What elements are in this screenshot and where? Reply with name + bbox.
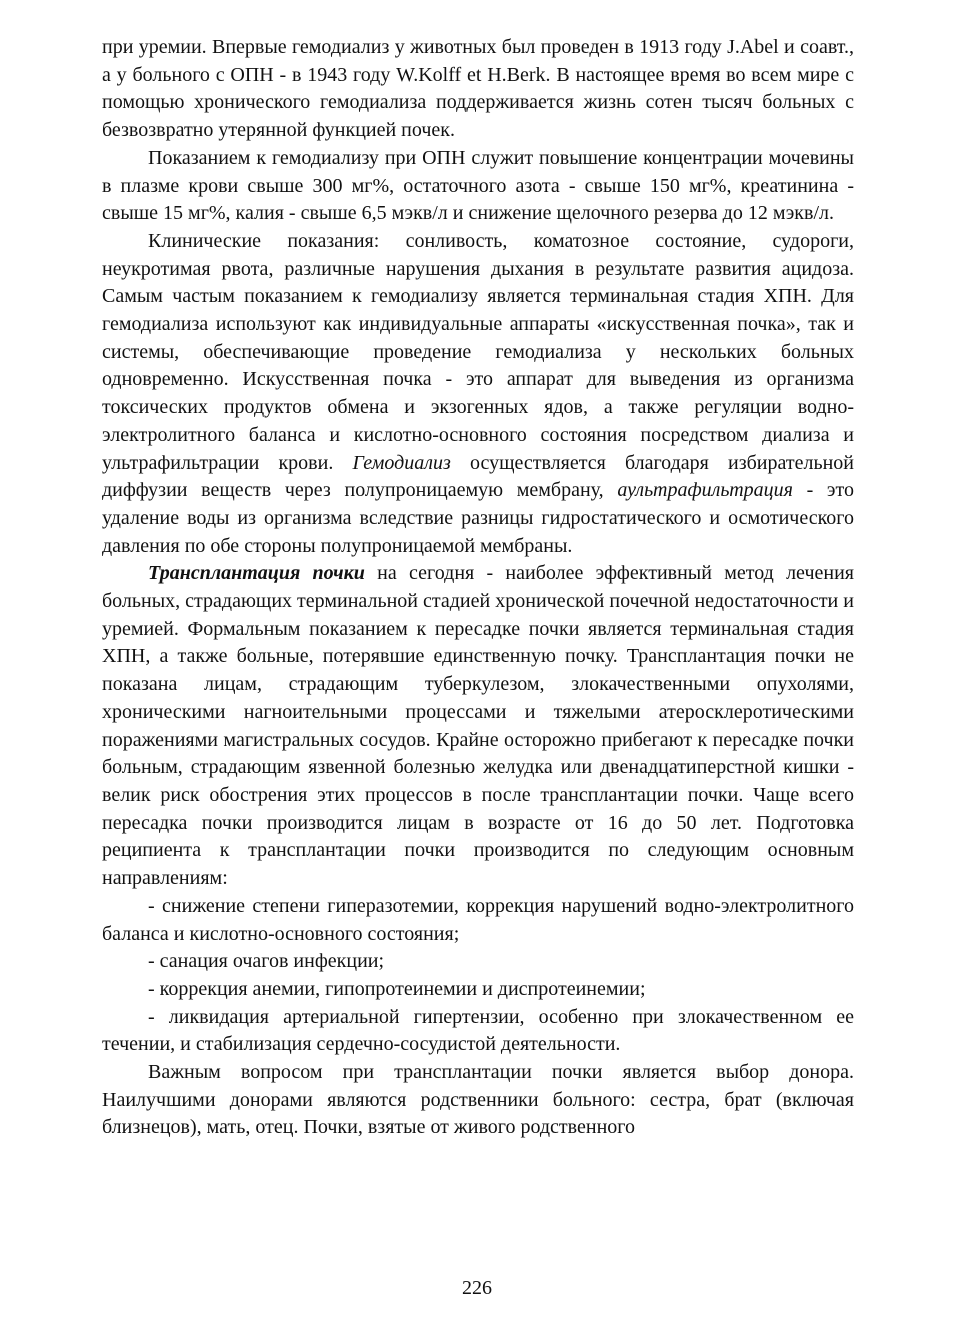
page-number: 226: [462, 1277, 492, 1299]
term-ultrafiltration: аультрафильтрация: [617, 479, 793, 502]
paragraph-donor-selection: Важным вопросом при трансплантации почки является выбор донора. Наилучшими донорами являются родственники больного: сестра, брат (включая близнецов), мать, отец. Почки, взятые от живого родственного: [102, 1061, 854, 1139]
kidney-transplant-text: на сегодня - наиболее эффективный метод лечения больных, страдающих терминальной стадией хронической почечной недостаточности и уремией. Формальным показанием к пересадке почки является терминальная стадия ХПН, а также больные, потерявшие единственную почку. Трансплантация почки не показана лицам, страдающим туберкулезом, злокачественными опухолями, хроническими нагноительными процессами и тяжелыми атеросклеротическими поражениями магистральных сосудов. Крайне осторожно прибегают к пересадке почки больным, страдающим язвенной болезнью желудка или двенадцатиперстной кишки - велик риск обострения этих процессов в после трансплантации почки. Чаще всего пересадка почки производится лицам в возрасте от 16 до 50 лет. Подготовка реципиента к трансплантации почки производится по следующим основным направлениям:: [102, 562, 854, 890]
paragraph-clinical-indications: [102, 228, 854, 560]
term-kidney-transplant: Трансплантация почки: [148, 562, 365, 585]
paragraph-lab-indications: Показанием к гемодиализу при ОПН служит повышение концентрации мочевины в плазме крови свыше 300 мг%, остаточного азота - свыше 150 мг%, креатинина - свыше 15 мг%, калия - свыше 6,5 мэкв/л и снижение щелочного резерва до 12 мэкв/л.: [102, 146, 854, 225]
body-text: [102, 34, 854, 1142]
list-item-anemia: - коррекция анемии, гипопротеинемии и диспротеинемии;: [148, 977, 646, 1000]
paragraph-hemodialysis-history: при уремии. Впервые гемодиализ у животных был проведен в 1913 году J.Abel и соавт., а у больного с ОПН - в 1943 году W.Kolff et H.Berk. В настоящее время во всем мире с помощью хронического гемодиализа поддерживается жизнь сотен тысяч больных с безвозвратно утерянной функцией почек.: [102, 36, 854, 142]
hemodialysis-definition-text: осуществляется благодаря избирательной диффузии веществ через полупроницаемую мембрану,: [102, 451, 854, 502]
list-item-hyperazotemia: - снижение степени гиперазотемии, коррекция нарушений водно-электролитного баланса и кислотно-основного состояния;: [102, 894, 854, 945]
list-item-hypertension: - ликвидация артериальной гипертензии, особенно при злокачественном ее течении, и стабилизация сердечно-сосудистой деятельности.: [102, 1005, 854, 1056]
list-item-infection: - санация очагов инфекции;: [148, 950, 385, 973]
ultrafiltration-definition-text: - это удаление воды из организма вследствие разницы гидростатического и осмотического давления по обе стороны полупроницаемой мембраны.: [102, 479, 854, 557]
clinical-indications-text: Клинические показания: сонливость, коматозное состояние, судороги, неукротимая рвота, различные нарушения дыхания в результате развития ацидоза. Самым частым показанием к гемодиализу является терминальная стадия ХПН. Для гемодиализа используют как индивидуальные аппараты «искусственная почка», так и системы, обеспечивающие проведение гемодиализа у нескольких больных одновременно. Искусственная почка - это аппарат для выведения из организма токсических продуктов обмена и экзогенных ядов, а также регуляции водно-электролитного баланса и кислотно-основного состояния посредством диализа и ультрафильтрации крови.: [102, 229, 854, 474]
term-hemodialysis: Гемодиализ: [352, 451, 451, 474]
paragraph-kidney-transplant: [102, 560, 854, 892]
